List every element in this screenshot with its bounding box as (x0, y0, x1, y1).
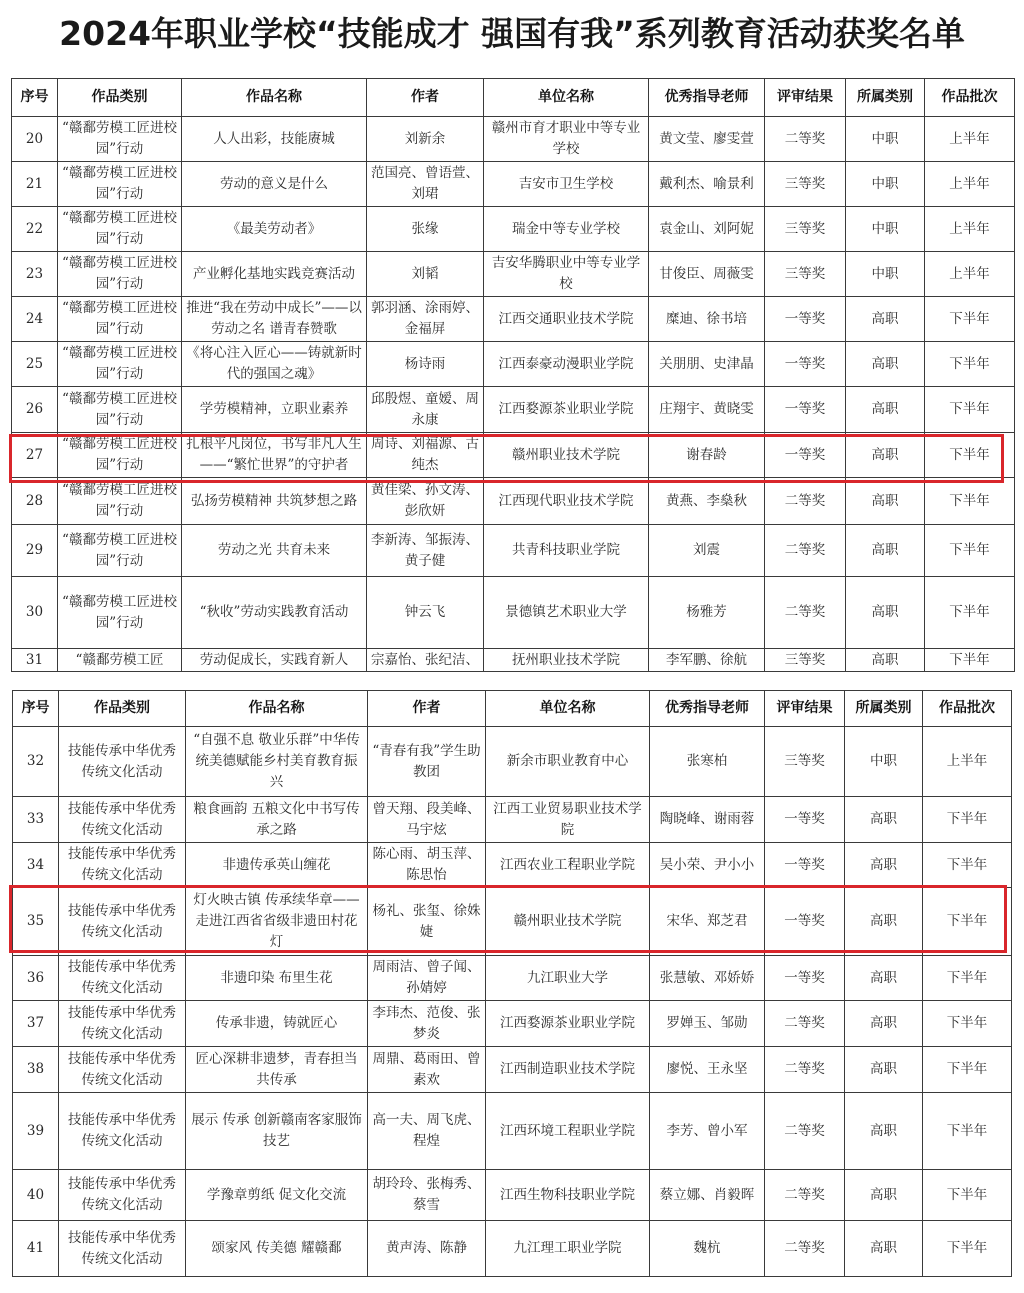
cell-title: 展示 传承 创新赣南客家服饰技艺 (186, 1093, 368, 1170)
cell-category: “赣鄱劳模工匠进校园”行动 (58, 207, 182, 252)
cell-teachers: 魏杭 (650, 1221, 765, 1277)
cell-unit: 瑞金中等专业学校 (484, 207, 649, 252)
cell-title: “自强不息 敬业乐群”中华传统美德赋能乡村美育教育振兴 (186, 727, 368, 797)
cell-unit: 江西婺源茶业职业学院 (486, 1001, 650, 1047)
header-batch: 作品批次 (925, 79, 1015, 117)
cell-unit: 共青科技职业学院 (484, 525, 649, 577)
cell-unit: 江西婺源茶业职业学院 (484, 387, 649, 433)
header-unit: 单位名称 (486, 691, 650, 727)
table-header-row (13, 691, 1012, 727)
cell-unit: 江西环境工程职业学院 (486, 1093, 650, 1170)
cell-title: 《将心注入匠心——铸就新时代的强国之魂》 (182, 342, 367, 387)
cell-teachers: 黄文莹、廖雯萱 (649, 117, 765, 162)
cell-no: 30 (12, 577, 58, 649)
table-row (13, 888, 1012, 956)
cell-unit: 江西现代职业技术学院 (484, 478, 649, 525)
cell-level: 高职 (846, 342, 925, 387)
cell-level: 中职 (846, 117, 925, 162)
cell-teachers: 陶晓峰、谢雨蓉 (650, 797, 765, 843)
cell-level: 高职 (846, 297, 925, 342)
cell-no: 40 (13, 1170, 59, 1221)
cell-title: 传承非遗，铸就匠心 (186, 1001, 368, 1047)
cell-teachers: 张寒柏 (650, 727, 765, 797)
cell-authors: 张缘 (367, 207, 484, 252)
cell-teachers: 黄燕、李燊秋 (649, 478, 765, 525)
cell-title: 学豫章剪纸 促文化交流 (186, 1170, 368, 1221)
cell-title: 推进“我在劳动中成长”——以劳动之名 谱青春赞歌 (182, 297, 367, 342)
cell-teachers: 袁金山、刘阿妮 (649, 207, 765, 252)
cell-batch: 下半年 (925, 387, 1015, 433)
table-row (12, 207, 1015, 252)
document-title: 2024年职业学校“技能成才 强国有我”系列教育活动获奖名单 (59, 14, 965, 53)
header-teachers: 优秀指导老师 (649, 79, 765, 117)
cell-teachers: 李芳、曾小军 (650, 1093, 765, 1170)
cell-no: 38 (13, 1047, 59, 1093)
cell-no: 21 (12, 162, 58, 207)
cell-batch: 上半年 (925, 207, 1015, 252)
cell-batch: 下半年 (923, 1001, 1012, 1047)
cell-unit: 吉安华腾职业中等专业学校 (484, 252, 649, 297)
cell-level: 高职 (846, 478, 925, 525)
table-row (12, 478, 1015, 525)
cell-teachers: 糜迪、徐书培 (649, 297, 765, 342)
cell-result: 二等奖 (765, 1093, 845, 1170)
cell-batch: 下半年 (923, 888, 1012, 956)
cell-no: 37 (13, 1001, 59, 1047)
table-header-row (12, 79, 1015, 117)
header-authors: 作者 (367, 79, 484, 117)
cell-authors: 杨礼、张玺、徐姝婕 (368, 888, 486, 956)
cell-title: “秋收”劳动实践教育活动 (182, 577, 367, 649)
cell-category: “赣鄱劳模工匠进校园”行动 (58, 577, 182, 649)
cell-authors: 胡玲玲、张梅秀、蔡雪 (368, 1170, 486, 1221)
cell-batch: 下半年 (923, 843, 1012, 888)
cell-unit: 江西交通职业技术学院 (484, 297, 649, 342)
cell-title: 粮食画韵 五粮文化中书写传承之路 (186, 797, 368, 843)
cell-authors: 黄佳梁、孙文涛、彭欣妍 (367, 478, 484, 525)
cell-result: 二等奖 (765, 1047, 845, 1093)
cell-category: 技能传承中华优秀传统文化活动 (59, 1093, 186, 1170)
cell-authors: 黄声涛、陈静 (368, 1221, 486, 1277)
cell-result: 一等奖 (765, 956, 845, 1001)
cell-no: 34 (13, 843, 59, 888)
header-no: 序号 (12, 79, 58, 117)
header-category: 作品类别 (59, 691, 186, 727)
cell-unit: 江西泰豪动漫职业学院 (484, 342, 649, 387)
cell-unit: 景德镇艺术职业大学 (484, 577, 649, 649)
header-result: 评审结果 (765, 691, 845, 727)
cell-teachers: 戴利杰、喻景利 (649, 162, 765, 207)
cell-authors: 杨诗雨 (367, 342, 484, 387)
cell-title: 非遗印染 布里生花 (186, 956, 368, 1001)
cell-teachers: 张慧敏、邓娇娇 (650, 956, 765, 1001)
cell-level: 高职 (845, 888, 923, 956)
cell-unit: 吉安市卫生学校 (484, 162, 649, 207)
cell-no: 39 (13, 1093, 59, 1170)
cell-no: 33 (13, 797, 59, 843)
cell-level: 高职 (846, 433, 925, 478)
cell-level: 高职 (845, 1221, 923, 1277)
cell-authors: 陈心雨、胡玉萍、陈思怡 (368, 843, 486, 888)
cell-authors: 李新涛、邹振涛、黄子健 (367, 525, 484, 577)
cell-unit: 抚州职业技术学院 (484, 649, 649, 672)
cell-category: “赣鄱劳模工匠进校园”行动 (58, 433, 182, 478)
page-break (0, 672, 1024, 689)
cell-level: 高职 (846, 577, 925, 649)
header-level: 所属类别 (846, 79, 925, 117)
cell-result: 一等奖 (765, 297, 846, 342)
table-row (13, 956, 1012, 1001)
cell-title: 《最美劳动者》 (182, 207, 367, 252)
header-title: 作品名称 (186, 691, 368, 727)
cell-authors: “青春有我”学生助教团 (368, 727, 486, 797)
cell-teachers: 谢春龄 (649, 433, 765, 478)
cell-level: 高职 (846, 525, 925, 577)
cell-no: 23 (12, 252, 58, 297)
table-row (12, 342, 1015, 387)
cell-batch: 下半年 (925, 297, 1015, 342)
cell-batch: 下半年 (925, 433, 1015, 478)
cell-authors: 周雨洁、曾子闻、孙婧婷 (368, 956, 486, 1001)
table-row (13, 797, 1012, 843)
cell-authors: 高一夫、周飞虎、程煌 (368, 1093, 486, 1170)
cell-no: 20 (12, 117, 58, 162)
cell-result: 三等奖 (765, 252, 846, 297)
cell-teachers: 甘俊臣、周薇雯 (649, 252, 765, 297)
cell-category: 技能传承中华优秀传统文化活动 (59, 727, 186, 797)
cell-category: 技能传承中华优秀传统文化活动 (59, 1001, 186, 1047)
cell-authors: 刘韬 (367, 252, 484, 297)
cell-teachers: 关朋朋、史津晶 (649, 342, 765, 387)
cell-authors: 范国亮、曾语萱、刘珺 (367, 162, 484, 207)
cell-no: 31 (12, 649, 58, 672)
cell-result: 一等奖 (765, 888, 845, 956)
cell-no: 29 (12, 525, 58, 577)
header-level: 所属类别 (845, 691, 923, 727)
cell-result: 二等奖 (765, 117, 846, 162)
awards-table-page-2 (12, 690, 1012, 1277)
header-no: 序号 (13, 691, 59, 727)
cell-result: 一等奖 (765, 387, 846, 433)
cell-no: 28 (12, 478, 58, 525)
cell-unit: 江西农业工程职业学院 (486, 843, 650, 888)
cell-unit: 赣州职业技术学院 (484, 433, 649, 478)
cell-batch: 上半年 (925, 162, 1015, 207)
cell-batch: 下半年 (923, 797, 1012, 843)
cell-category: 技能传承中华优秀传统文化活动 (59, 1221, 186, 1277)
cell-title: 劳动促成长，实践育新人 (182, 649, 367, 672)
cell-authors: 周鼎、葛雨田、曾素欢 (368, 1047, 486, 1093)
cell-result: 二等奖 (765, 1001, 845, 1047)
cell-authors: 郭羽涵、涂雨婷、金福屏 (367, 297, 484, 342)
cell-result: 三等奖 (765, 207, 846, 252)
cell-no: 26 (12, 387, 58, 433)
cell-teachers: 廖悦、王永坚 (650, 1047, 765, 1093)
table-row (12, 525, 1015, 577)
cell-unit: 江西制造职业技术学院 (486, 1047, 650, 1093)
cell-result: 三等奖 (765, 162, 846, 207)
cell-result: 二等奖 (765, 577, 846, 649)
cell-no: 41 (13, 1221, 59, 1277)
table-row (13, 1170, 1012, 1221)
cell-result: 二等奖 (765, 478, 846, 525)
cell-authors: 周诗、刘福源、古纯杰 (367, 433, 484, 478)
table-row (12, 297, 1015, 342)
cell-result: 三等奖 (765, 727, 845, 797)
cell-teachers: 罗婵玉、邹勋 (650, 1001, 765, 1047)
header-batch: 作品批次 (923, 691, 1012, 727)
cell-batch: 上半年 (923, 727, 1012, 797)
cell-level: 中职 (846, 162, 925, 207)
cell-teachers: 蔡立娜、肖毅晖 (650, 1170, 765, 1221)
table-row (13, 1001, 1012, 1047)
cell-batch: 下半年 (925, 649, 1015, 672)
cell-title: 学劳模精神，立职业素养 (182, 387, 367, 433)
cell-teachers: 宋华、郑芝君 (650, 888, 765, 956)
cell-category: “赣鄱劳模工匠进校园”行动 (58, 117, 182, 162)
table-row (12, 387, 1015, 433)
table-row (13, 1093, 1012, 1170)
header-unit: 单位名称 (484, 79, 649, 117)
cell-title: 匠心深耕非遗梦，青春担当共传承 (186, 1047, 368, 1093)
cell-level: 中职 (846, 252, 925, 297)
cell-level: 高职 (845, 843, 923, 888)
cell-no: 32 (13, 727, 59, 797)
cell-unit: 九江职业大学 (486, 956, 650, 1001)
cell-unit: 新余市职业教育中心 (486, 727, 650, 797)
cell-category: “赣鄱劳模工匠进校园”行动 (58, 162, 182, 207)
cell-batch: 下半年 (925, 577, 1015, 649)
cell-category: 技能传承中华优秀传统文化活动 (59, 956, 186, 1001)
cell-unit: 江西工业贸易职业技术学院 (486, 797, 650, 843)
cell-authors: 曾天翔、段美峰、马宇炫 (368, 797, 486, 843)
cell-category: “赣鄱劳模工匠进校园”行动 (58, 342, 182, 387)
cell-category: “赣鄱劳模工匠进校园”行动 (58, 525, 182, 577)
table-row (12, 433, 1015, 478)
table-row (13, 843, 1012, 888)
cell-category: 技能传承中华优秀传统文化活动 (59, 797, 186, 843)
cell-level: 高职 (845, 956, 923, 1001)
header-result: 评审结果 (765, 79, 846, 117)
table-row (12, 649, 1015, 672)
cell-title: 劳动的意义是什么 (182, 162, 367, 207)
cell-batch: 上半年 (925, 117, 1015, 162)
header-category: 作品类别 (58, 79, 182, 117)
cell-no: 36 (13, 956, 59, 1001)
cell-level: 高职 (846, 387, 925, 433)
table-row (12, 117, 1015, 162)
cell-unit: 赣州市育才职业中等专业学校 (484, 117, 649, 162)
table-row (13, 727, 1012, 797)
cell-no: 35 (13, 888, 59, 956)
cell-batch: 下半年 (923, 1093, 1012, 1170)
cell-result: 二等奖 (765, 525, 846, 577)
cell-level: 高职 (845, 797, 923, 843)
cell-title: 人人出彩，技能赓城 (182, 117, 367, 162)
cell-level: 高职 (845, 1047, 923, 1093)
cell-no: 25 (12, 342, 58, 387)
cell-category: “赣鄱劳模工匠进校园”行动 (58, 387, 182, 433)
cell-batch: 下半年 (925, 478, 1015, 525)
table-row (12, 252, 1015, 297)
cell-level: 高职 (845, 1001, 923, 1047)
cell-batch: 下半年 (925, 342, 1015, 387)
cell-authors: 钟云飞 (367, 577, 484, 649)
cell-category: “赣鄱劳模工匠进校园”行动 (58, 252, 182, 297)
cell-category: 技能传承中华优秀传统文化活动 (59, 1170, 186, 1221)
cell-title: 劳动之光 共育未来 (182, 525, 367, 577)
cell-teachers: 杨雅芳 (649, 577, 765, 649)
cell-no: 27 (12, 433, 58, 478)
cell-unit: 江西生物科技职业学院 (486, 1170, 650, 1221)
cell-category: 技能传承中华优秀传统文化活动 (59, 1047, 186, 1093)
table-row (12, 162, 1015, 207)
cell-teachers: 刘震 (649, 525, 765, 577)
table-row (13, 1047, 1012, 1093)
cell-authors: 邱殷煜、童嫒、周永康 (367, 387, 484, 433)
cell-batch: 下半年 (923, 1221, 1012, 1277)
cell-title: 非遗传承英山缠花 (186, 843, 368, 888)
cell-result: 一等奖 (765, 342, 846, 387)
cell-level: 高职 (846, 649, 925, 672)
cell-unit: 赣州职业技术学院 (486, 888, 650, 956)
awards-table-page-1 (11, 78, 1015, 672)
cell-level: 中职 (846, 207, 925, 252)
header-title: 作品名称 (182, 79, 367, 117)
cell-authors: 李玮杰、范俊、张梦炎 (368, 1001, 486, 1047)
cell-result: 三等奖 (765, 649, 846, 672)
cell-teachers: 吴小荣、尹小小 (650, 843, 765, 888)
cell-batch: 下半年 (923, 956, 1012, 1001)
cell-result: 二等奖 (765, 1170, 845, 1221)
cell-category: “赣鄱劳模工匠进校园”行动 (58, 297, 182, 342)
cell-result: 一等奖 (765, 433, 846, 478)
cell-category: “赣鄱劳模工匠 (58, 649, 182, 672)
cell-category: 技能传承中华优秀传统文化活动 (59, 888, 186, 956)
cell-batch: 下半年 (923, 1047, 1012, 1093)
cell-authors: 刘新余 (367, 117, 484, 162)
cell-result: 一等奖 (765, 797, 845, 843)
cell-title: 灯火映古镇 传承续华章——走进江西省省级非遗田村花灯 (186, 888, 368, 956)
cell-teachers: 李军鹏、徐航 (649, 649, 765, 672)
cell-batch: 下半年 (923, 1170, 1012, 1221)
cell-title: 扎根平凡岗位，书写非凡人生——“繁忙世界”的守护者 (182, 433, 367, 478)
cell-batch: 下半年 (925, 525, 1015, 577)
table-row (13, 1221, 1012, 1277)
cell-result: 一等奖 (765, 843, 845, 888)
cell-title: 产业孵化基地实践竞赛活动 (182, 252, 367, 297)
header-teachers: 优秀指导老师 (650, 691, 765, 727)
cell-level: 高职 (845, 1093, 923, 1170)
cell-teachers: 庄翔宇、黄晓雯 (649, 387, 765, 433)
cell-batch: 上半年 (925, 252, 1015, 297)
cell-result: 二等奖 (765, 1221, 845, 1277)
cell-no: 22 (12, 207, 58, 252)
cell-level: 中职 (845, 727, 923, 797)
cell-category: 技能传承中华优秀传统文化活动 (59, 843, 186, 888)
cell-category: “赣鄱劳模工匠进校园”行动 (58, 478, 182, 525)
cell-title: 颂家风 传美德 耀赣鄱 (186, 1221, 368, 1277)
cell-title: 弘扬劳模精神 共筑梦想之路 (182, 478, 367, 525)
cell-level: 高职 (845, 1170, 923, 1221)
cell-authors: 宗嘉怡、张纪洁、 (367, 649, 484, 672)
cell-no: 24 (12, 297, 58, 342)
cell-unit: 九江理工职业学院 (486, 1221, 650, 1277)
table-row (12, 577, 1015, 649)
header-authors: 作者 (368, 691, 486, 727)
